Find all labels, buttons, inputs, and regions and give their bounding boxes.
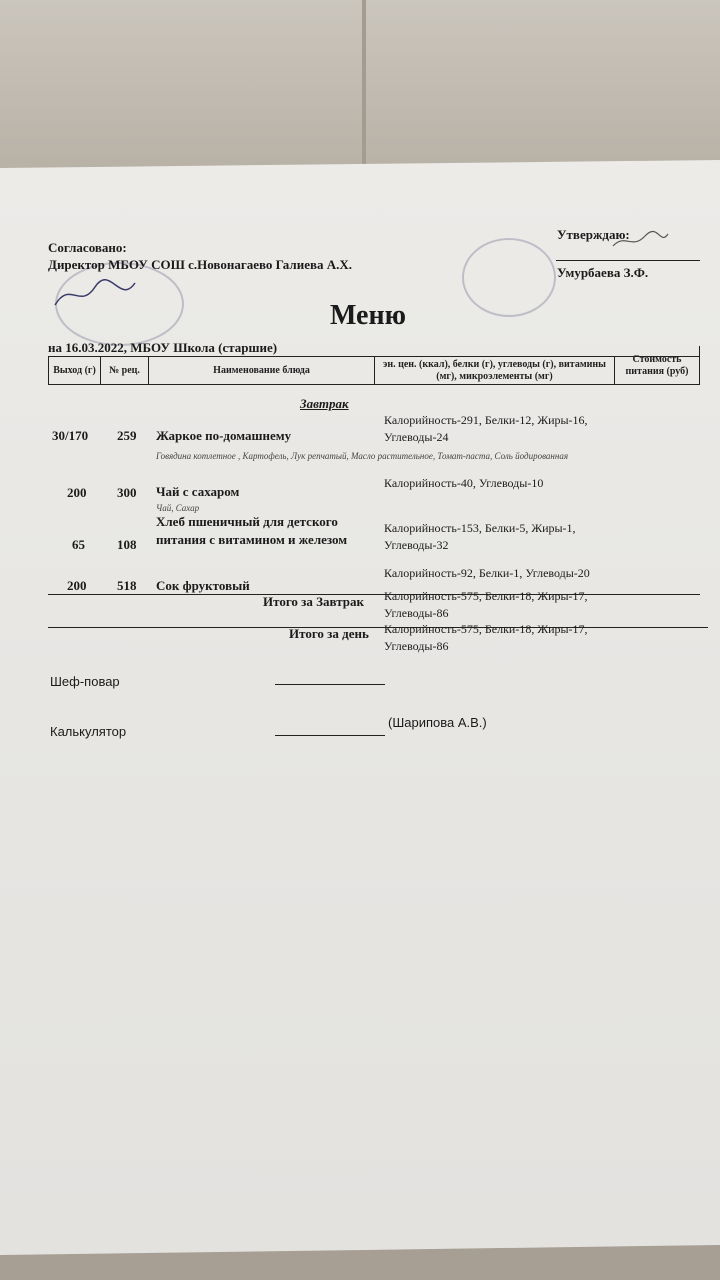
chef-label: Шеф-повар bbox=[50, 674, 120, 689]
col-header-recipe: № рец. bbox=[109, 364, 140, 376]
chef-sign-line bbox=[275, 684, 385, 685]
item-ingredients: Чай, Сахар bbox=[156, 503, 200, 513]
item-nutrition: Калорийность-92, Белки-1, Углеводы-20 bbox=[384, 566, 590, 580]
item-recipe: 518 bbox=[117, 578, 137, 593]
item-name: Хлеб пшеничный для детского питания с витамином и железом bbox=[156, 514, 348, 547]
item-output: 200 bbox=[67, 485, 87, 500]
meal-section-title: Завтрак bbox=[300, 396, 349, 411]
item-recipe: 108 bbox=[117, 537, 137, 552]
item-nutrition: Калорийность-153, Белки-5, Жиры-1, Углеводы-32 bbox=[384, 521, 576, 552]
item-output: 65 bbox=[72, 537, 85, 552]
col-header-dish: Наименование блюда bbox=[213, 364, 310, 376]
calculator-sign-line bbox=[275, 735, 385, 736]
total-breakfast-label: Итого за Завтрак bbox=[263, 594, 364, 609]
item-nutrition: Калорийность-291, Белки-12, Жиры-16, Углеводы-24 bbox=[384, 413, 588, 444]
approve-person: Умурбаева З.Ф. bbox=[557, 265, 649, 280]
menu-subtitle: на 16.03.2022, МБОУ Школа (старшие) bbox=[48, 340, 278, 355]
calculator-name: (Шарипова А.В.) bbox=[388, 715, 487, 730]
item-output: 200 bbox=[67, 578, 87, 593]
item-name: Сок фруктовый bbox=[156, 578, 250, 593]
col-header-output: Выход (г) bbox=[53, 364, 96, 376]
col-header-cost: Стоимость питания (руб) bbox=[625, 353, 689, 377]
background-wall bbox=[0, 0, 720, 170]
item-output: 30/170 bbox=[52, 428, 89, 443]
col-divider bbox=[699, 346, 700, 385]
page-title: Меню bbox=[330, 300, 407, 331]
approve-label: Утверждаю: bbox=[557, 227, 630, 242]
total-day-value: Калорийность-575, Белки-18, Жиры-17, Углеводы-86 bbox=[384, 622, 588, 653]
school-stamp-right bbox=[462, 238, 556, 317]
calculator-label: Калькулятор bbox=[50, 724, 127, 739]
col-header-nutrition: эн. цен. (ккал), белки (г), углеводы (г), витамины (мг), микроэлементы (мг) bbox=[383, 358, 606, 382]
item-name: Жаркое по-домашнему bbox=[156, 428, 292, 443]
item-recipe: 300 bbox=[117, 485, 137, 500]
approve-sign-line bbox=[556, 260, 700, 261]
director-signature bbox=[50, 275, 140, 315]
item-nutrition: Калорийность-40, Углеводы-10 bbox=[384, 476, 544, 490]
agreed-person: Директор МБОУ СОШ с.Новонагаево Галиева А.Х. bbox=[48, 257, 353, 272]
wall-seam bbox=[362, 0, 366, 170]
total-breakfast-value: Калорийность-575, Белки-18, Жиры-17, Углеводы-86 bbox=[384, 589, 588, 620]
total-day-label: Итого за день bbox=[289, 626, 369, 641]
item-ingredients: Говядина котлетное , Картофель, Лук репчатый, Масло растительное, Томат-паста, Соль йодированная bbox=[156, 451, 569, 461]
item-recipe: 259 bbox=[117, 428, 137, 443]
item-name: Чай с сахаром bbox=[156, 484, 240, 499]
agreed-label: Согласовано: bbox=[48, 240, 127, 255]
